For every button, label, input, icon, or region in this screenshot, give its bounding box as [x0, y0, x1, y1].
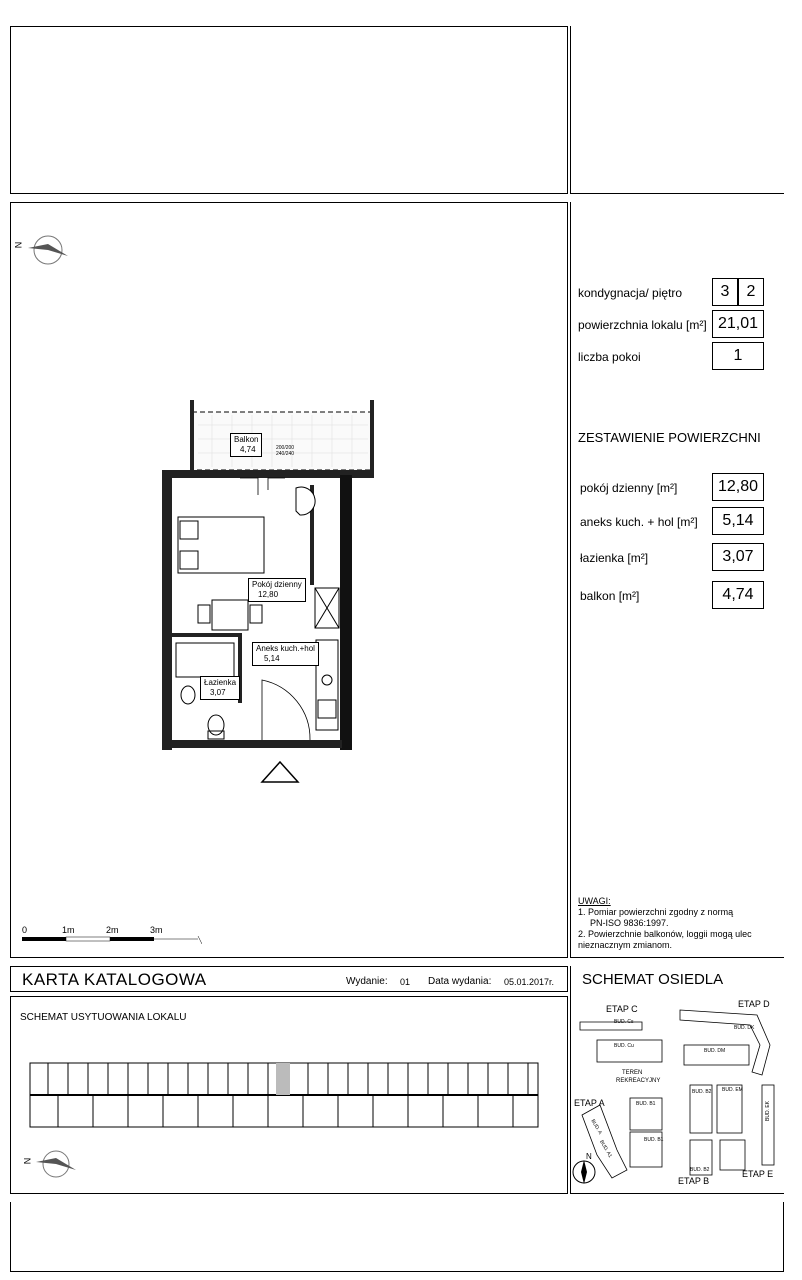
summary-value-level: 3 — [712, 278, 738, 306]
summary-label-area: powierzchnia lokalu [m²] — [578, 318, 707, 332]
recreation-area-label: TEREN — [622, 1070, 643, 1076]
scale-label: 2m — [106, 925, 119, 935]
building-label: BUD. A — [589, 1118, 603, 1136]
stage-label-e: ETAP E — [742, 1169, 774, 1179]
building-strip — [28, 1055, 544, 1135]
room-label-bathroom: Łazienka 3,07 — [200, 676, 240, 700]
building-label: BUD. Cu — [614, 1043, 634, 1049]
plan-north-label: N — [13, 241, 24, 249]
stage-label-c: ETAP C — [606, 1004, 638, 1014]
estate-north-label: N — [586, 1152, 592, 1161]
notes-line: PN-ISO 9836:1997. — [590, 918, 669, 928]
notes — [578, 896, 752, 951]
summary-value-rooms: 1 — [712, 342, 764, 370]
stage-label-a: ETAP A — [574, 1098, 605, 1108]
area-value-bathroom: 3,07 — [712, 543, 764, 571]
area-label-bathroom: łazienka [m²] — [580, 551, 649, 565]
balcony-area — [190, 400, 374, 472]
estate-title: SCHEMAT OSIEDLA — [582, 971, 724, 988]
summary-label-rooms: liczba pokoi — [578, 350, 641, 364]
location-compass-icon — [34, 1146, 78, 1182]
stage-label-b: ETAP B — [678, 1176, 710, 1186]
building-label: BUD. A1 — [598, 1139, 613, 1159]
recreation-area-label: REKREACYJNY — [616, 1078, 661, 1084]
window-dimension: 200/200 240/240 — [276, 445, 295, 457]
building-label: BUD. B1 — [644, 1137, 664, 1143]
notes-line: 2. Powierzchnie balkonów, loggii mogą ulec — [578, 929, 752, 939]
notes-line: 1. Pomiar powierzchni zgodny z normą — [578, 907, 734, 917]
top-left-frame — [10, 26, 568, 194]
document-title: KARTA KATALOGOWA — [22, 970, 207, 989]
building-label: BUD. Cs — [614, 1019, 634, 1025]
building-label: BUD. B2 — [690, 1167, 710, 1173]
building-label: BUD. DK — [734, 1025, 755, 1031]
room-label-living: Pokój dzienny 12,80 — [248, 578, 306, 602]
area-label-balcony: balkon [m²] — [580, 589, 640, 603]
building-label: BUD. EM — [722, 1087, 743, 1093]
building-label: BUD. B1 — [636, 1101, 656, 1107]
scale-label: 3m — [150, 925, 163, 935]
summary-value-area: 21,01 — [712, 310, 764, 338]
area-value-balcony: 4,74 — [712, 581, 764, 609]
notes-title: UWAGI: — [578, 896, 611, 906]
stage-label-d: ETAP D — [738, 999, 770, 1009]
room-label-kitchen: Aneks kuch.+hol 5,14 — [252, 642, 319, 666]
building-label: BUD. B2 — [692, 1089, 712, 1095]
summary-label-floor: kondygnacja/ piętro — [578, 286, 683, 300]
building-label: BUD. DM — [704, 1048, 726, 1054]
area-label-kitchen: aneks kuch. + hol [m²] — [580, 515, 698, 529]
date-label: Data wydania: — [428, 976, 492, 987]
compass-icon — [26, 230, 70, 270]
summary-value-floor: 2 — [738, 278, 764, 306]
room-label-balcony: Balkon 4,74 — [230, 433, 262, 457]
location-north-label: N — [22, 1157, 33, 1165]
location-title: SCHEMAT USYTUOWANIA LOKALU — [20, 1012, 187, 1023]
edition-value: 01 — [400, 977, 411, 987]
scale-graphic — [22, 936, 202, 944]
area-value-kitchen: 5,14 — [712, 507, 764, 535]
notes-line: nieznacznym zmianom. — [578, 940, 673, 950]
area-label-living: pokój dzienny [m²] — [580, 481, 678, 495]
top-right-frame — [570, 26, 784, 194]
scale-label: 1m — [62, 925, 75, 935]
date-value: 05.01.2017r. — [504, 977, 555, 987]
building-label: BUD. EK — [765, 1100, 772, 1122]
bottom-frame — [10, 1202, 784, 1272]
areas-heading: ZESTAWIENIE POWIERZCHNI — [578, 430, 761, 445]
edition-label: Wydanie: — [346, 976, 388, 987]
area-value-living: 12,80 — [712, 473, 764, 501]
scale-label: 0 — [22, 925, 28, 935]
